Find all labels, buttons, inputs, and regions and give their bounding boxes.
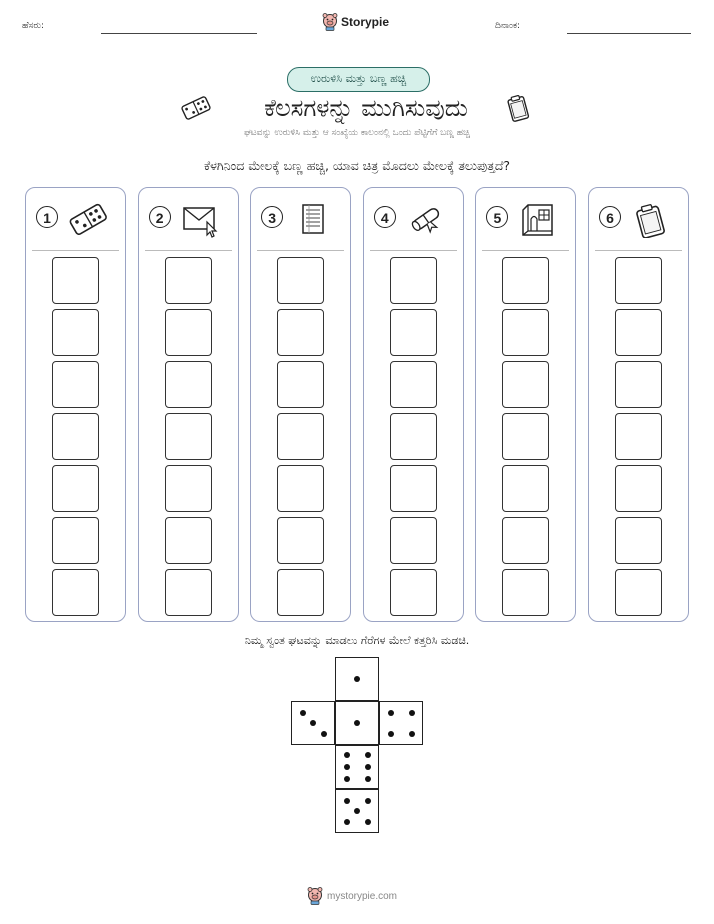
- die-face-5: [335, 789, 379, 833]
- column-divider: [370, 250, 457, 251]
- column-header: [36, 202, 118, 236]
- die-pip: [354, 676, 360, 682]
- die-pip: [365, 798, 371, 804]
- color-box[interactable]: [165, 517, 212, 564]
- column-2: [138, 187, 239, 622]
- color-box[interactable]: [502, 569, 549, 616]
- domino-icon: [180, 94, 212, 122]
- die-face-4: [379, 701, 423, 745]
- page-title: ಕೆಲಸಗಳನ್ನು ಮುಗಿಸುವುದು: [264, 94, 468, 122]
- die-instruction: ನಿಮ್ಮ ಸ್ವಂತ ಘಟವನ್ನು ಮಾಡಲು ಗೆರೆಗಳ ಮೇಲೆ ಕತ್ತರಿಸಿ ಮಡಚಿ.: [244, 634, 470, 647]
- die-pip: [310, 720, 316, 726]
- color-box[interactable]: [390, 569, 437, 616]
- name-label: ಹೆಸರು:: [22, 21, 45, 31]
- column-number: 2: [149, 206, 171, 228]
- clipboard-icon: [504, 93, 532, 123]
- color-box[interactable]: [52, 517, 99, 564]
- die-pip: [300, 710, 306, 716]
- color-box[interactable]: [52, 413, 99, 460]
- column-header: [261, 202, 343, 236]
- column-divider: [257, 250, 344, 251]
- die-pip: [409, 710, 415, 716]
- column-4: [363, 187, 464, 622]
- color-box[interactable]: [615, 309, 662, 356]
- column-divider: [482, 250, 569, 251]
- die-pip: [354, 808, 360, 814]
- color-box[interactable]: [165, 465, 212, 512]
- color-box[interactable]: [390, 309, 437, 356]
- color-box[interactable]: [615, 257, 662, 304]
- color-box[interactable]: [52, 361, 99, 408]
- brand-logo: [322, 13, 389, 31]
- color-box[interactable]: [390, 517, 437, 564]
- die-pip: [344, 776, 350, 782]
- die-pip: [365, 776, 371, 782]
- color-box[interactable]: [165, 309, 212, 356]
- color-box[interactable]: [390, 257, 437, 304]
- die-pip: [354, 720, 360, 726]
- question-text: ಕೆಳಗಿನಿಂದ ಮೇಲಕ್ಕೆ ಬಣ್ಣ ಹಚ್ಚಿ, ಯಾವ ಚಿತ್ರ ಮೊದಲು ಮೇಲಕ್ಕೆ ತಲುಪುತ್ತದೆ?: [203, 158, 511, 173]
- column-1: [25, 187, 126, 622]
- color-box[interactable]: [277, 309, 324, 356]
- column-number: 6: [599, 206, 621, 228]
- die-pip: [344, 764, 350, 770]
- die-pip: [365, 819, 371, 825]
- die-pip: [321, 731, 327, 737]
- die-pip: [388, 710, 394, 716]
- room-window-icon: [518, 202, 558, 238]
- activity-tag: ಉರುಳಿಸಿ ಮತ್ತು ಬಣ್ಣ ಹಚ್ಚಿ: [287, 67, 430, 92]
- color-box[interactable]: [52, 257, 99, 304]
- date-label: ದಿನಾಂಕ:: [495, 21, 521, 31]
- color-box[interactable]: [165, 569, 212, 616]
- color-box[interactable]: [390, 361, 437, 408]
- diploma-scroll-icon: [406, 202, 446, 238]
- color-box[interactable]: [502, 309, 549, 356]
- die-face-1: [335, 701, 379, 745]
- die-face-6: [335, 745, 379, 789]
- color-box[interactable]: [277, 569, 324, 616]
- die-pip: [365, 764, 371, 770]
- color-box[interactable]: [277, 465, 324, 512]
- die-face-3: [291, 701, 335, 745]
- color-box[interactable]: [277, 517, 324, 564]
- color-box[interactable]: [390, 413, 437, 460]
- color-box[interactable]: [277, 257, 324, 304]
- footer: [307, 887, 397, 905]
- color-box[interactable]: [52, 309, 99, 356]
- footer-url: mystorypie.com: [327, 890, 398, 902]
- color-box[interactable]: [615, 517, 662, 564]
- die-face-1: [335, 657, 379, 701]
- column-header: [599, 202, 681, 236]
- color-box[interactable]: [615, 465, 662, 512]
- die-pip: [365, 752, 371, 758]
- color-box[interactable]: [502, 413, 549, 460]
- date-line[interactable]: [567, 33, 691, 34]
- page-subtitle: ಘಟವನ್ನು ಉರುಳಿಸಿ ಮತ್ತು ಆ ಸಂಖ್ಯೆಯ ಕಾಲಂನಲ್ಲಿ ಒಂದು ಪೆಟ್ಟಿಗೆಗೆ ಬಣ್ಣ ಹಚ್ಚಿ: [244, 128, 470, 138]
- email-icon: [181, 202, 221, 238]
- color-box[interactable]: [277, 413, 324, 460]
- color-box[interactable]: [165, 413, 212, 460]
- notepad-icon: [293, 202, 333, 238]
- column-header: [149, 202, 231, 236]
- die-pip: [344, 819, 350, 825]
- column-number: 1: [36, 206, 58, 228]
- column-number: 4: [374, 206, 396, 228]
- name-line[interactable]: [101, 33, 257, 34]
- color-box[interactable]: [615, 361, 662, 408]
- die-pip: [388, 731, 394, 737]
- die-pip: [344, 798, 350, 804]
- color-box[interactable]: [52, 465, 99, 512]
- brand-name: Storypie: [341, 15, 390, 29]
- color-box[interactable]: [165, 257, 212, 304]
- color-box[interactable]: [502, 361, 549, 408]
- color-box[interactable]: [615, 569, 662, 616]
- color-box[interactable]: [390, 465, 437, 512]
- column-divider: [145, 250, 232, 251]
- pig-mascot-icon: [307, 887, 323, 905]
- column-6: [588, 187, 689, 622]
- die-pip: [409, 731, 415, 737]
- column-header: [374, 202, 456, 236]
- column-5: [475, 187, 576, 622]
- color-box[interactable]: [502, 257, 549, 304]
- pig-mascot-icon: [322, 13, 338, 31]
- clipboard-icon: [631, 202, 671, 238]
- die-pip: [344, 752, 350, 758]
- color-box[interactable]: [277, 361, 324, 408]
- color-box[interactable]: [502, 517, 549, 564]
- domino-icon: [68, 202, 108, 238]
- color-box[interactable]: [52, 569, 99, 616]
- column-3: [250, 187, 351, 622]
- column-number: 3: [261, 206, 283, 228]
- color-box[interactable]: [615, 413, 662, 460]
- column-number: 5: [486, 206, 508, 228]
- color-box[interactable]: [165, 361, 212, 408]
- color-box[interactable]: [502, 465, 549, 512]
- column-header: [486, 202, 568, 236]
- column-divider: [32, 250, 119, 251]
- title-row: [0, 92, 714, 126]
- column-divider: [595, 250, 682, 251]
